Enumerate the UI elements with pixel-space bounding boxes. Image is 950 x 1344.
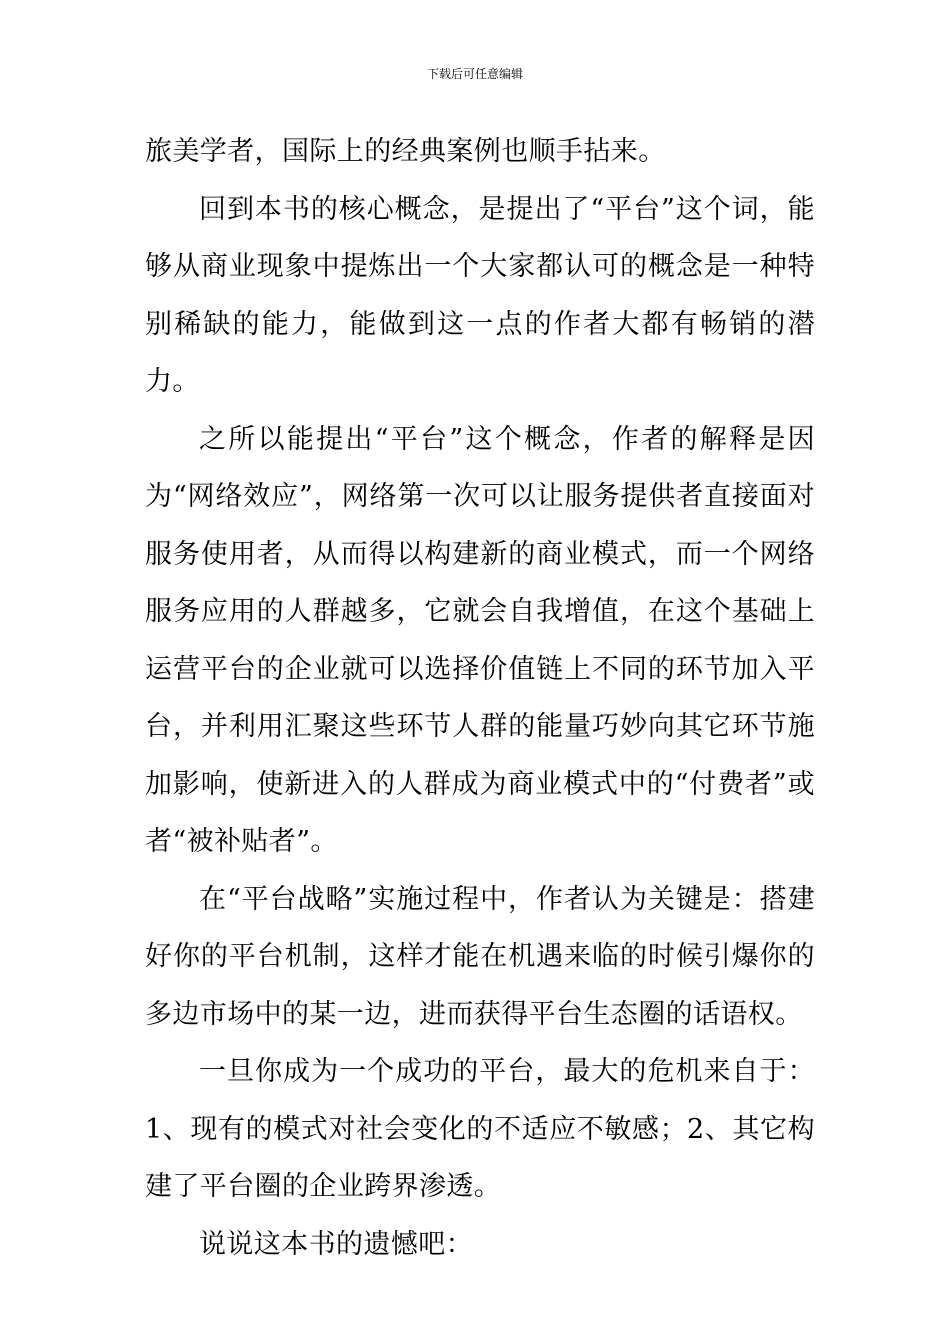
- paragraph-continuation: 旅美学者，国际上的经典案例也顺手拈来。: [145, 136, 666, 167]
- paragraph-crisis: 一旦你成为一个成功的平台，最大的危机来自于：1、现有的模式对社会变化的不适应不敏感；2、其它构建了平台圈的企业跨界渗透。: [145, 1056, 815, 1202]
- paragraph-regrets: 说说这本书的遗憾吧：: [199, 1228, 473, 1260]
- paragraph-platform-strategy: 在“平台战略”实施过程中，作者认为关键是：搭建好你的平台机制，这样才能在机遇来临的时候引爆你的多边市场中的某一边，进而获得平台生态圈的话语权。: [145, 883, 815, 1030]
- page-header: 下载后可任意编辑: [426, 67, 523, 81]
- paragraph-core-concept: 回到本书的核心概念，是提出了“平台”这个词，能够从商业现象中提炼出一个大家都认可的概念是一种特别稀缺的能力，能做到这一点的作者大都有畅销的潜力。: [145, 193, 815, 397]
- paragraph-network-effect: 之所以能提出“平台”这个概念，作者的解释是因为“网络效应”，网络第一次可以让服务提供者直接面对服务使用者，从而得以构建新的商业模式，而一个网络服务应用的人群越多，它就会自我增值，在这个基础上运营平台的企业就可以选择价值链上不同的环节加入平台，并利用汇聚这些环节人群的能量巧妙向其它环节施加影响，使新进入的人群成为商业模式中的“付费者”或者“被补贴者”。: [145, 423, 815, 857]
- document-body: [145, 123, 815, 1273]
